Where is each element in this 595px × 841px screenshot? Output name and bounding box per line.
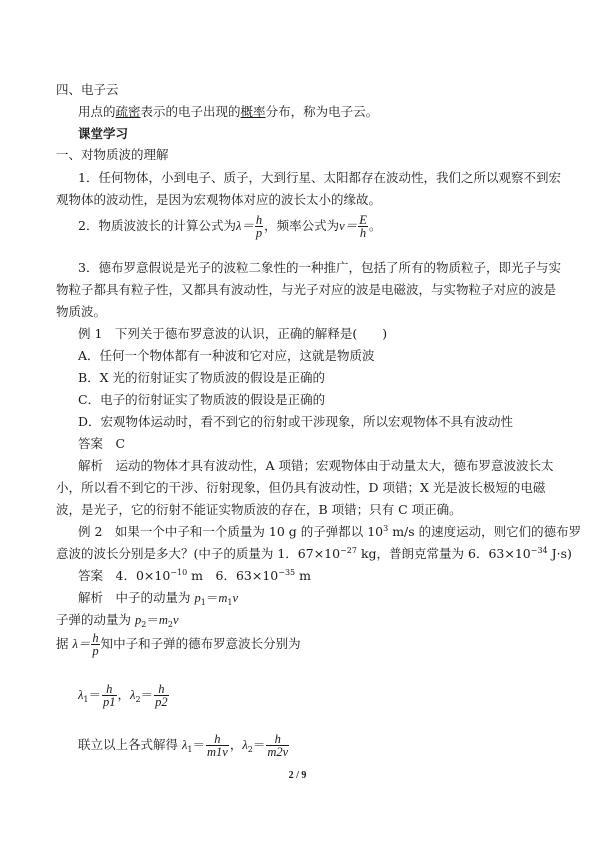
wavelength-expressions: $\lambda_1=$ $\frac{h}{p1}$ ，$\lambda_2=$ $\frac{h}{p2}$: [78, 682, 168, 709]
fraction-h-over-p: $\frac{h}{p}$: [255, 213, 263, 240]
fraction-e-over-h: $\frac{E}{h}$: [359, 213, 367, 240]
point-1-line-1: 1．任何物体，小到电子、质子，大到行星、太阳都存在波动性，我们之所以观察不到宏: [78, 170, 561, 185]
example-1-answer: 答案 C: [78, 436, 126, 451]
example-2-answer: 答案 4．$0\times 10^{-10}$ m 6．$63\times 10^{-35}$ m: [78, 568, 311, 583]
fraction-h-over-p1: $\frac{h}{p1}$: [103, 682, 116, 709]
option-b: B．X 光的衍射证实了物质波的假设是正确的: [78, 370, 326, 385]
combined-solution: 联立以上各式解得 $\lambda_1=$ $\frac{h}{m1v}$ ，$\lambda_2=$ $\frac{h}{m2v}$: [78, 732, 289, 759]
example-1-analysis-line-2: 小，所以看不到它的干涉、衍射现象，但仍具有波动性，D 项错；X 光是波长极短的电磁: [56, 480, 546, 495]
bullet-momentum: 子弹的动量为 $p_2=m_2v$: [56, 612, 179, 629]
point-3-line-3: 物质波。: [56, 304, 107, 319]
point-3-line-1: 3．德布罗意假说是光子的波粒二象性的一种推广，包括了所有的物质粒子，即光子与实: [78, 260, 561, 275]
point-3-line-2: 物粒子都具有粒子性，又都具有波动性，与光子对应的波是电磁波，与实物粒子对应的波是: [56, 282, 557, 297]
example-1-analysis-line-1: 解析 运动的物体才具有波动性，A 项错；宏观物体由于动量太大，德布罗意波波长太: [78, 458, 554, 473]
point-2-formula: 2．物质波波长的计算公式为λ＝ $\frac{h}{p}$ ，频率公式为ν＝ $\frac{E}{h}$ 。: [78, 213, 382, 240]
subsection-heading: 一、对物质波的理解: [56, 147, 169, 162]
underlined-term-density: 疏密: [115, 104, 141, 119]
example-2-question-line-1: 例 2 如果一个中子和一个质量为 10 g 的子弹都以 $10^3$ m/s 的速度运动，则它们的德布罗: [78, 524, 582, 539]
neutron-momentum: 解析 中子的动量为 $p_1=m_1v$: [78, 590, 239, 607]
section-heading-electron-cloud: 四、电子云: [56, 82, 119, 97]
option-d: D．宏观物体运动时，看不到它的衍射或干涉现象，所以宏观物体不具有波动性: [78, 414, 514, 429]
section-title: 课堂学习: [78, 126, 129, 141]
de-broglie-relation: 据 λ＝ $\frac{h}{p}$ 知中子和子弹的德布罗意波长分别为: [56, 631, 301, 658]
page-number: 2 / 9: [288, 770, 307, 781]
option-a: A．任何一个物体都有一种波和它对应，这就是物质波: [78, 348, 375, 363]
point-1-line-2: 观物体的波动性，是因为宏观物体对应的波长太小的缘故。: [56, 192, 382, 207]
fraction-h-over-m2v: $\frac{h}{m2v}$: [267, 732, 289, 759]
electron-cloud-definition: 用点的疏密表示的电子出现的概率分布，称为电子云。: [78, 104, 379, 119]
fraction-h-over-p: $\frac{h}{p}$: [92, 631, 99, 658]
fraction-h-over-m1v: $\frac{h}{m1v}$: [207, 732, 228, 759]
example-1-question: 例 1 下列关于德布罗意波的认识，正确的解释是( ): [78, 326, 388, 341]
example-1-analysis-line-3: 波，是光子，它的衍射不能证实物质波的存在，B 项错；只有 C 项正确。: [56, 502, 462, 517]
example-2-question-line-2: 意波的波长分别是多大？(中子的质量为 1．$67\times 10^{-27}$ kg，普朗克常量为 6．$63\times 10^{-34}$ J·s): [56, 546, 572, 561]
option-c: C．电子的衍射证实了物质波的假设是正确的: [78, 392, 326, 407]
underlined-term-probability: 概率: [240, 104, 266, 119]
fraction-h-over-p2: $\frac{h}{p2}$: [155, 682, 168, 709]
